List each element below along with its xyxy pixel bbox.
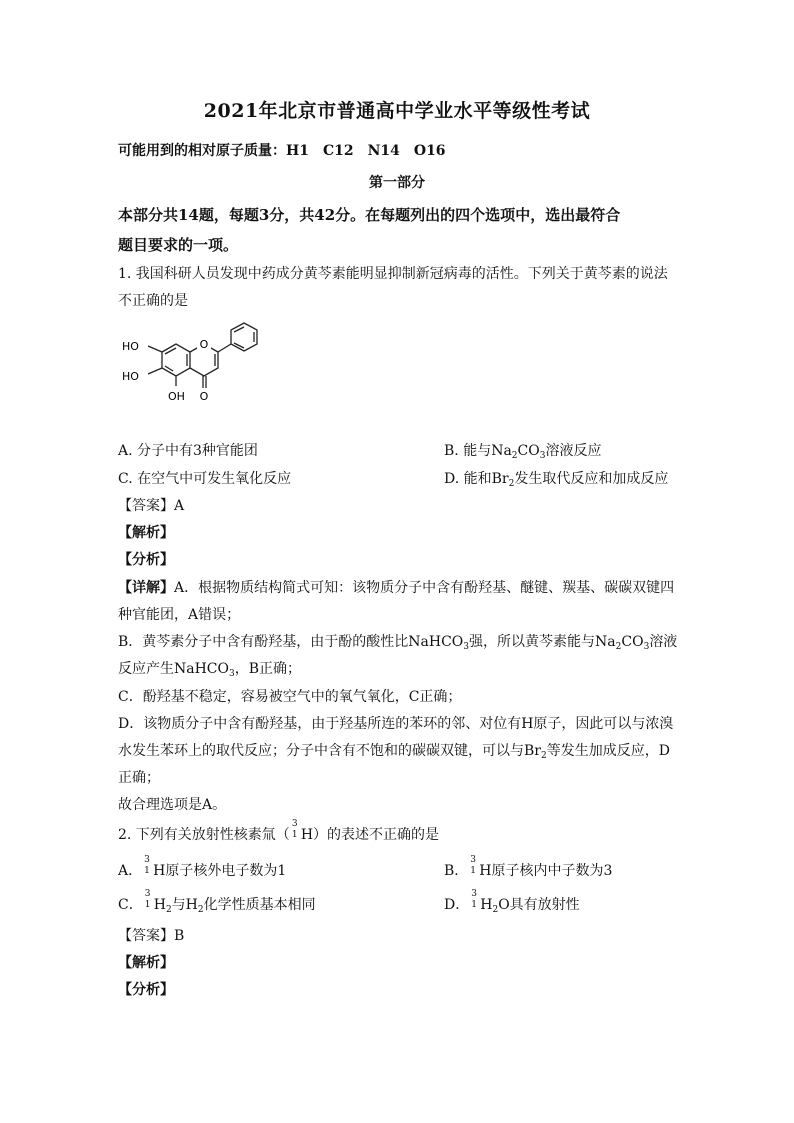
benzo-ring [162, 344, 190, 376]
q1-option-c: C. 在空气中可发生氧化反应 [118, 471, 292, 487]
exam-title: 2021年北京市普通高中学业水平等级性考试 [203, 100, 591, 122]
q1-detail-line-6: D．该物质分子中含有酚羟基，由于羟基所连的苯环的邻、对位有H原子，因此可以与浓溴 [118, 716, 674, 732]
q1-conclusion: 故合理选项是A。 [118, 797, 227, 813]
ring-oxygen-label: O [199, 338, 209, 351]
q1-detail-line-7: 水发生苯环上的取代反应；分子中含有不饱和的碳碳双键，可以与$Br_2$等发生加成反应，D [118, 743, 670, 761]
q2-analysis-tag: 【解析】 [118, 955, 174, 971]
hydroxyl-label-3: OH [168, 390, 185, 403]
q1-answer: 【答案】A [118, 498, 185, 514]
hydroxyl-label-1: HO [122, 340, 139, 353]
baicalein-structure [118, 322, 268, 412]
keto-oxygen-label: O [199, 390, 209, 403]
q1-analysis-tag: 【解析】 [118, 525, 174, 541]
part-intro-line-1: 本部分共14题，每题3分，共42分。在每题列出的四个选项中，选出最符合 [118, 206, 621, 224]
q1-stem-line-2: 不正确的是 [118, 293, 188, 309]
q1-option-b: B. 能与$Na_2CO_3$溶液反应 [444, 443, 602, 461]
q2-option-d: D． 3 1 $H_2O$具有放射性 [444, 889, 580, 915]
q2-answer: 【答案】B [118, 928, 185, 944]
q1-option-a: A. 分子中有3种官能团 [118, 443, 258, 459]
q2-option-c: C． 3 1 $H_2$与$H_2$化学性质基本相同 [118, 889, 316, 915]
q1-detail-line-3: B．黄芩素分子中含有酚羟基，由于酚的酸性比NaHCO$_3$强，所以黄芩素能与$Na_2CO_3$溶液 [118, 634, 678, 652]
q1-stem-line-1: 1. 我国科研人员发现中药成分黄芩素能明显抑制新冠病毒的活性。下列关于黄芩素的说法 [118, 266, 668, 282]
q2-option-a: A． 3 1 H原子核外电子数为1 [118, 855, 287, 879]
part-intro-line-2: 题目要求的一项。 [118, 236, 239, 254]
atomic-mass-line: 可能用到的相对原子质量：H1 C12 N14 O16 [118, 143, 446, 159]
q1-detail-line-4: 反应产生NaHCO$_3$，B正确； [118, 661, 302, 679]
q1-detail-line-5: C．酚羟基不稳定，容易被空气中的氧气氧化，C正确； [118, 689, 462, 705]
q1-fenxi-tag: 【分析】 [118, 552, 174, 568]
q2-option-b: B． 3 1 H原子核内中子数为3 [444, 855, 613, 879]
q1-detail-line-1: 【详解】A．根据物质结构简式可知：该物质分子中含有酚羟基、醚键、羰基、碳碳双键四 [118, 580, 675, 596]
part-heading: 第一部分 [369, 175, 425, 191]
q1-option-d: D. 能和$Br_2$发生取代反应和加成反应 [444, 471, 669, 489]
tritium-nuclide: 3 1 [291, 819, 298, 840]
q1-detail-line-2: 种官能团，A错误； [118, 607, 241, 623]
q2-stem: 2. 下列有关放射性核素氚（ 3 1 H）的表述不正确的是 [118, 819, 440, 843]
q2-fenxi-tag: 【分析】 [118, 982, 174, 998]
q1-detail-line-8: 正确； [118, 770, 160, 786]
hydroxyl-label-2: HO [122, 370, 139, 383]
